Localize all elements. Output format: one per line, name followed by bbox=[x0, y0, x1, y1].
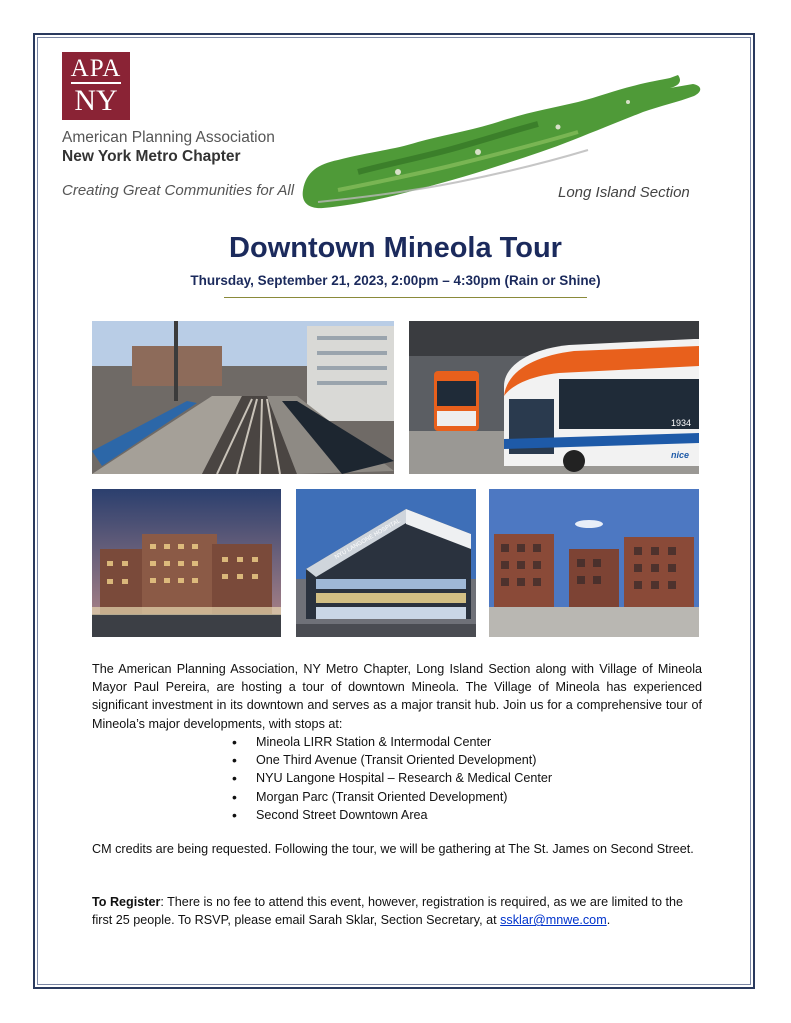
organization-chapter: New York Metro Chapter bbox=[62, 148, 241, 165]
list-item: • Mineola LIRR Station & Intermodal Center bbox=[232, 733, 552, 751]
event-title: Downtown Mineola Tour bbox=[229, 232, 562, 264]
registration-paragraph bbox=[92, 893, 702, 929]
logo-text-ny: NY bbox=[74, 84, 118, 117]
tour-stops-list bbox=[232, 733, 552, 824]
photo-morgan-parc bbox=[489, 489, 699, 637]
photo-nyu-langone-hospital bbox=[296, 489, 476, 637]
list-item: • Second Street Downtown Area bbox=[232, 806, 552, 824]
list-item: • NYU Langone Hospital – Research & Medical Center bbox=[232, 769, 552, 787]
register-text: : There is no fee to attend this event, however, registration is required, as we are limited to the first 25 people. To RSVP, please email Sarah Sklar, Section Secretary, at bbox=[92, 895, 684, 928]
rsvp-email-link[interactable]: ssklar@mnwe.com bbox=[500, 913, 607, 928]
hospital-sign-label: NYU LANGONE HOSPITAL bbox=[334, 518, 402, 561]
section-name: Long Island Section bbox=[558, 184, 690, 201]
photo-intermodal-bus bbox=[409, 321, 699, 474]
list-item: • Morgan Parc (Transit Oriented Development) bbox=[232, 788, 552, 806]
list-item: • One Third Avenue (Transit Oriented Development) bbox=[232, 751, 552, 769]
logo-text-apa: APA bbox=[70, 55, 122, 82]
apa-ny-logo bbox=[62, 52, 130, 120]
bus-number-label: 1934 bbox=[671, 418, 692, 428]
title-divider bbox=[224, 297, 587, 298]
organization-name: American Planning Association bbox=[62, 129, 275, 146]
register-label: To Register bbox=[92, 895, 161, 909]
photo-lirr-station bbox=[92, 321, 394, 474]
bus-brand-label: nice bbox=[671, 450, 690, 460]
cm-credits-paragraph: CM credits are being requested. Following the tour, we will be gathering at The St. James on Second Street. bbox=[92, 842, 694, 856]
register-end: . bbox=[606, 913, 611, 928]
intro-paragraph: The American Planning Association, NY Metro Chapter, Long Island Section along with Village of Mineola Mayor Paul Pereira, are hosting a tour of downtown Mineola. The Village of Mineola has experienced significant investment in its downtown and serves as a major transit hub. Join us for a comprehensive tour of Mineola’s major developments, with stops at: bbox=[92, 662, 702, 731]
photo-one-third-avenue bbox=[92, 489, 281, 637]
event-datetime: Thursday, September 21, 2023, 2:00pm – 4:30pm (Rain or Shine) bbox=[190, 273, 601, 288]
organization-tagline: Creating Great Communities for All bbox=[62, 182, 295, 199]
